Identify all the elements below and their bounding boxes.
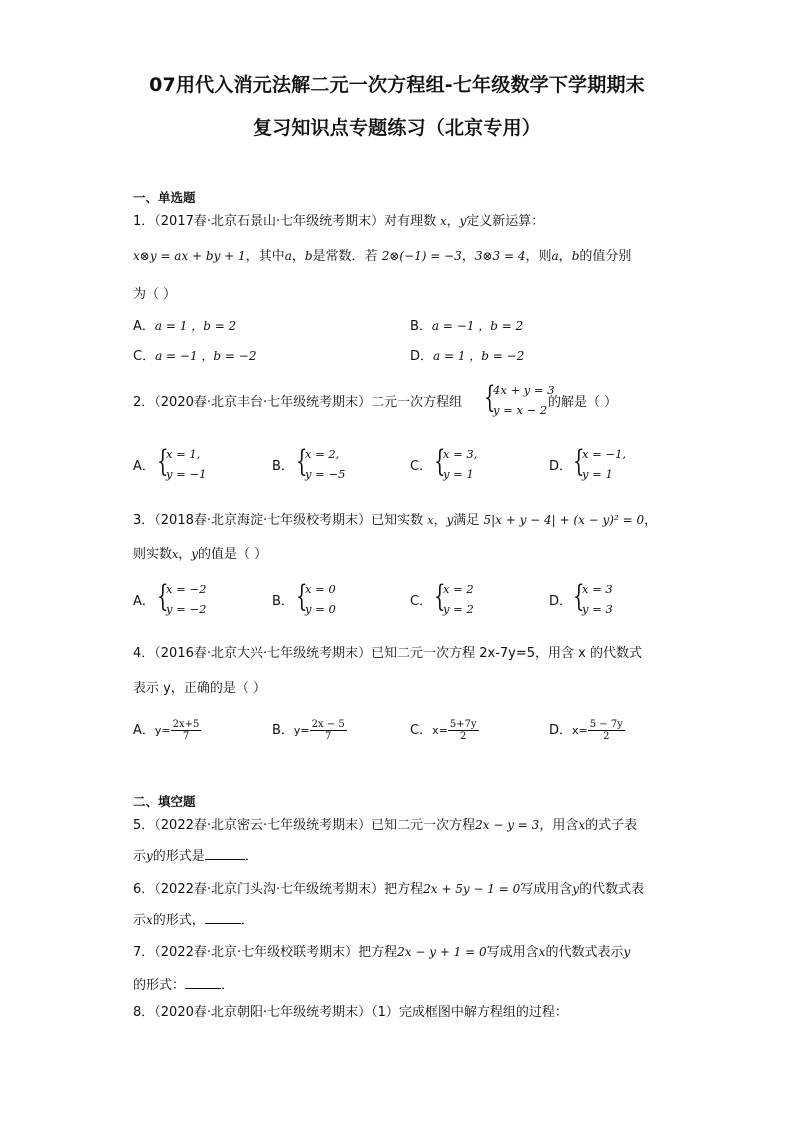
option-prefix: x= [572,724,588,737]
brace-icon: { [434,579,446,614]
q8-line-1: 8．（2020春·北京朝阳·七年级统考期末）（1）完成框图中解方程组的过程： [133,1005,568,1020]
option-letter: A． [133,723,155,738]
q3-line-1 [133,511,657,530]
q3-line2-var-x: x [172,548,179,561]
option-letter: C． [133,349,156,364]
q1-comma3: ， [558,249,572,264]
option-prefix: x= [432,724,448,737]
q1-comma2: ， [461,249,475,264]
brace-icon: { [296,444,308,479]
q5-var: x [578,818,586,832]
q1-mid: ，其中 [245,249,285,264]
q3-option-b-letter[interactable]: B． [272,594,294,609]
q1-stem: 1．（2017春·北京石景山·七年级统考期末）对有理数 [133,214,437,229]
q6-line2a: 示 [133,913,147,928]
option-value: a = 1 ，b = 2 [154,319,237,333]
option-value: a = −1 ，b = −2 [155,349,257,363]
brace-icon: { [484,380,496,415]
q3-c-row2: y = 2 [443,602,474,616]
q7-answer-blank[interactable] [185,976,221,989]
q1-var-a2: a [551,249,559,263]
q2-a-row1: x = 1, [166,447,201,461]
q2-stem-end: 的解是（ ） [548,395,618,410]
q7-end: 的代数式表示 [545,945,624,960]
q1-formula: x⊗y = ax + by + 1 [133,249,246,263]
option-letter: D． [549,723,573,738]
q1-condition-2: 3⊗3 = 4 [474,249,526,263]
q3-mid: 满足 [453,513,480,528]
q1-stem-end: 定义新运算： [466,214,545,229]
option-letter: A． [133,319,155,334]
fraction-denominator: 2 [460,731,467,742]
q1-line-3: 为（ ） [133,287,177,302]
q5-end: 的式子表 [585,818,638,833]
q3-option-c[interactable] [434,579,504,622]
q1-var-x: x [440,215,447,228]
option-letter: D． [410,349,434,364]
q7-var: x [538,945,546,959]
q3-line2a: 则实数 [133,547,173,562]
q1-option-b[interactable] [410,317,523,336]
q2-option-b[interactable] [296,444,366,487]
q7-mid: 写成用含 [486,945,539,960]
q1-option-d[interactable] [410,347,524,366]
section-fill-in: 二、填空题 [133,794,196,809]
q7-stem: 7．（2022春·北京·七年级校联考期末）把方程 [133,945,398,960]
brace-icon: { [573,444,585,479]
fraction-denominator: 7 [182,731,190,742]
q3-option-a[interactable] [157,579,227,622]
q3-option-b[interactable] [296,579,366,622]
brace-icon: { [157,579,169,614]
q3-option-c-letter[interactable]: C． [410,594,433,609]
q2-d-row2: y = 1 [582,467,613,481]
q2-c-row2: y = 1 [443,467,474,481]
q2-option-a-letter[interactable]: A． [133,459,155,474]
q5-answer-blank[interactable] [205,847,245,860]
q3-a-row2: y = −2 [166,602,207,616]
option-value: a = −1 ，b = 2 [431,319,524,333]
option-letter: C． [410,723,433,738]
q6-line2-end: ． [240,913,254,928]
q2-option-c[interactable] [434,444,504,487]
q1-end: 的值分别 [579,249,632,264]
q3-d-row2: y = 3 [582,602,613,616]
brace-icon: { [573,579,585,614]
q5-line2a: 示 [133,849,147,864]
fraction-denominator: 7 [325,731,332,742]
q6-equation: 2x + 5y − 1 = 0 [423,882,521,896]
fraction-numerator: 5 − 7y [589,719,623,730]
q5-line2b: 的形式是 [152,849,205,864]
q1-line-2 [133,247,631,266]
q4-option-b[interactable] [272,719,347,742]
fraction-numerator: 2x − 5 [311,719,345,730]
q1-condition-1: 2⊗(−1) = −3 [381,249,462,263]
option-fraction [171,719,202,742]
q4-line-2: 表示 y，正确的是（ ） [133,681,266,696]
brace-icon: { [296,579,308,614]
q3-c-row1: x = 2 [443,582,474,596]
q2-option-c-letter[interactable]: C． [410,459,433,474]
q5-stem: 5．（2022春·北京密云·七年级统考期末）已知二元一次方程 [133,818,476,833]
q1-var-y: y [459,214,467,228]
q5-line-1 [133,816,637,835]
q3-option-d[interactable] [573,579,643,622]
q6-line-1 [133,880,644,899]
q2-a-row2: y = −1 [166,467,207,481]
option-fraction [448,719,479,742]
q2-stem: 2．（2020春·北京丰台·七年级统考期末）二元一次方程组 [133,395,463,410]
q3-b-row2: y = 0 [305,602,336,616]
q1-option-a[interactable] [133,317,236,336]
q6-mid: 写成用含 [520,882,573,897]
q4-line-1: 4．（2016春·北京大兴·七年级统考期末）已知二元一次方程 2x-7y=5，用含 x 的代数式 [133,646,642,661]
q3-var-y: y [446,513,454,527]
q1-line-1 [133,212,544,231]
q2-option-d-letter[interactable]: D． [549,459,573,474]
q3-d-row1: x = 3 [582,582,613,596]
q2-d-row1: x = −1, [582,447,627,461]
q1-var-b2: b [571,249,580,263]
option-letter: B． [272,723,294,738]
q2-option-a[interactable] [157,444,227,487]
q5-line-2 [133,847,258,866]
q7-line2a: 的形式： [133,978,186,993]
q4-option-c[interactable] [410,719,479,742]
q2-b-row2: y = −5 [305,467,346,481]
q3-b-row1: x = 0 [305,582,336,596]
q3-a-row1: x = −2 [166,582,207,596]
section-single-choice: 一、单选题 [133,190,196,205]
q6-answer-blank[interactable] [205,911,241,924]
option-fraction [588,719,625,742]
q1-var-a: a [284,249,292,263]
q2-b-row1: x = 2, [305,447,340,461]
q3-line2-var-y: y [191,547,199,561]
q3-line2-end: 的值是（ ） [198,547,268,562]
q3-sep: ， [433,513,447,528]
title-line-2: 复习知识点专题练习（北京专用） [252,117,541,139]
q1-mid3: ，则 [525,249,552,264]
q3-line-2 [133,545,267,564]
q5-mid: ，用含 [539,818,579,833]
option-prefix: y= [154,724,171,737]
q2-system [484,380,555,423]
q7-var2: y [623,945,631,959]
q2-option-d[interactable] [573,444,643,487]
q2-option-b-letter[interactable]: B． [272,459,294,474]
q3-line2-sep: ， [178,547,192,562]
q1-sep: ， [446,214,460,229]
q2-c-row1: x = 3, [443,447,478,461]
q6-end: 的代数式表 [579,882,645,897]
option-value: a = 1 ，b = −2 [433,349,525,363]
brace-icon: { [157,444,169,479]
option-fraction [310,719,347,742]
q5-line2-end: ． [244,849,258,864]
q7-line2-end: ． [221,978,235,993]
q1-comma: ， [291,249,305,264]
q6-stem: 6．（2022春·北京门头沟·七年级统考期末）把方程 [133,882,424,897]
q5-line2-var: y [146,849,153,863]
q7-line-1 [133,943,630,962]
q6-var: y [572,882,580,896]
option-letter: B． [410,319,432,334]
q1-mid2: 是常数．若 [312,249,378,264]
fraction-numerator: 5+7y [449,719,477,730]
fraction-numerator: 2x+5 [172,719,200,730]
q4-option-a[interactable] [133,719,201,742]
fraction-denominator: 2 [603,731,610,742]
q3-end: ， [644,513,658,528]
q3-formula: 5|x + y − 4| + (x − y)² = 0 [483,513,645,527]
q1-var-b: b [304,249,313,263]
q3-var-x: x [427,514,434,527]
q6-line-2 [133,911,254,930]
q2-eq2: y = x − 2 [493,403,548,417]
q7-line-2 [133,976,234,995]
title-line-1: 07用代入消元法解二元一次方程组-七年级数学下学期期末 [149,74,645,96]
q1-option-c[interactable] [133,347,256,366]
q2-stem-line [133,394,462,412]
q3-stem: 3．（2018春·北京海淀·七年级校考期末）已知实数 [133,513,424,528]
q4-option-d[interactable] [549,719,625,742]
brace-icon: { [434,444,446,479]
q6-line2b: 的形式， [152,913,205,928]
option-prefix: y= [293,724,310,737]
q3-option-a-letter[interactable]: A． [133,594,155,609]
q5-equation: 2x − y = 3 [475,818,540,832]
q6-line2-var: x [146,913,153,927]
q3-option-d-letter[interactable]: D． [549,594,573,609]
q2-eq1: 4x + y = 3 [493,383,555,397]
q7-equation: 2x − y + 1 = 0 [397,945,487,959]
